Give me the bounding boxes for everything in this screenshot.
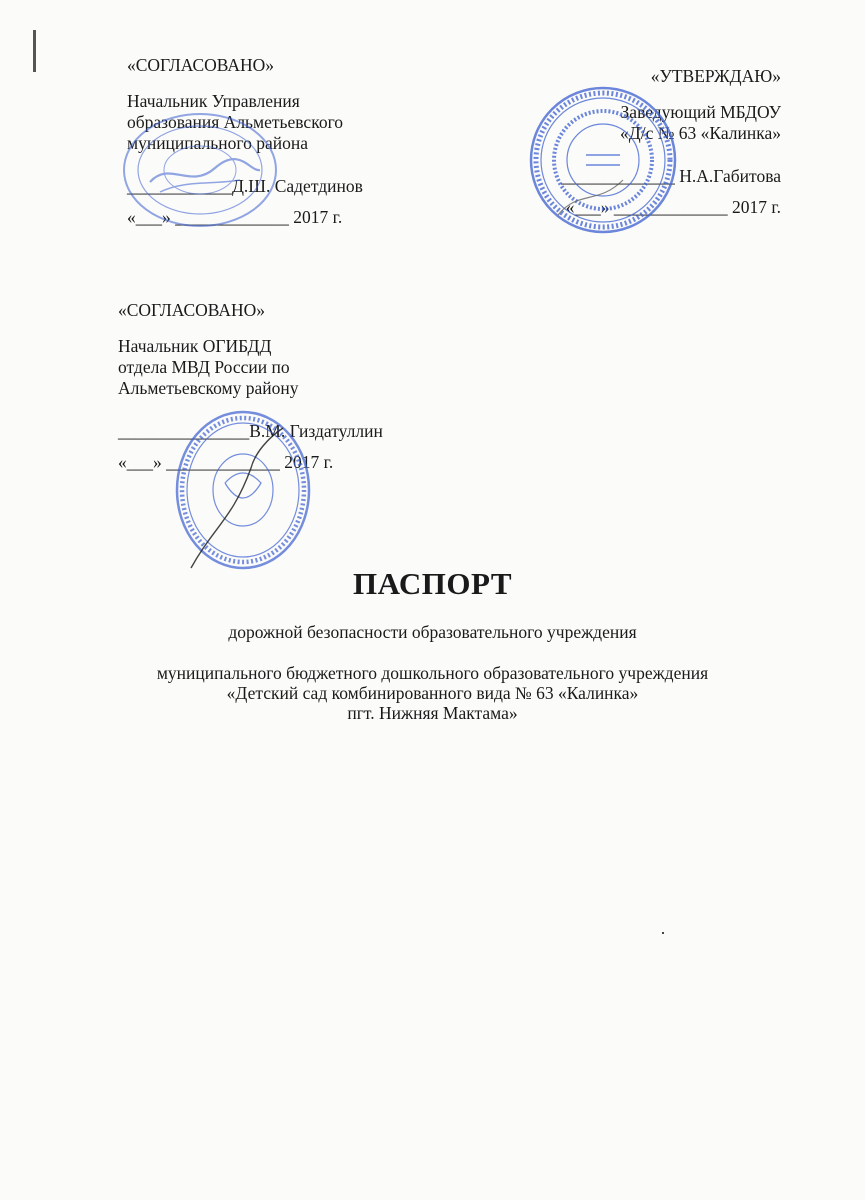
document-title: ПАСПОРТ [352,566,513,601]
signature-line: _____________ Н.А.Габитова [561,166,781,186]
position-line: «Д/с № 63 «Калинка» [620,123,781,143]
institution-name [0,663,865,723]
date-line: «___» _____________ 2017 г. [565,197,781,217]
date-line: «___» _____________ 2017 г. [118,452,334,472]
approval-heading: «УТВЕРЖДАЮ» [650,66,781,86]
position-line: Альметьевскому району [118,378,299,398]
approval-heading: «СОГЛАСОВАНО» [127,55,275,75]
approval-heading: «СОГЛАСОВАНО» [118,300,266,320]
scan-speck [662,932,664,934]
signature-line: _______________В.М. Гиздатуллин [118,421,383,441]
position-line: Начальник ОГИБДД [118,336,272,356]
position-line: муниципального района [127,133,309,153]
position-line: Заведующий МБДОУ [620,102,781,122]
institution-line: «Детский сад комбинированного вида № 63 «Калинка» [226,683,639,703]
signature-line: ____________Д.Ш. Садетдинов [127,176,363,196]
position-line: отдела МВД России по [118,357,290,377]
stamp-education-department [120,110,280,230]
position-line: Начальник Управления [127,91,300,111]
stamp-kindergarten [528,85,678,235]
stamp-traffic-police [173,408,313,573]
document-subtitle: дорожной безопасности образовательного учреждения [228,622,637,642]
institution-line: муниципального бюджетного дошкольного образовательного учреждения [156,663,709,683]
position-line: образования Альметьевского [127,112,344,132]
scan-edge-mark [33,30,36,72]
date-line: «___» _____________ 2017 г. [127,207,343,227]
institution-line: пгт. Нижняя Мактама» [347,703,518,723]
